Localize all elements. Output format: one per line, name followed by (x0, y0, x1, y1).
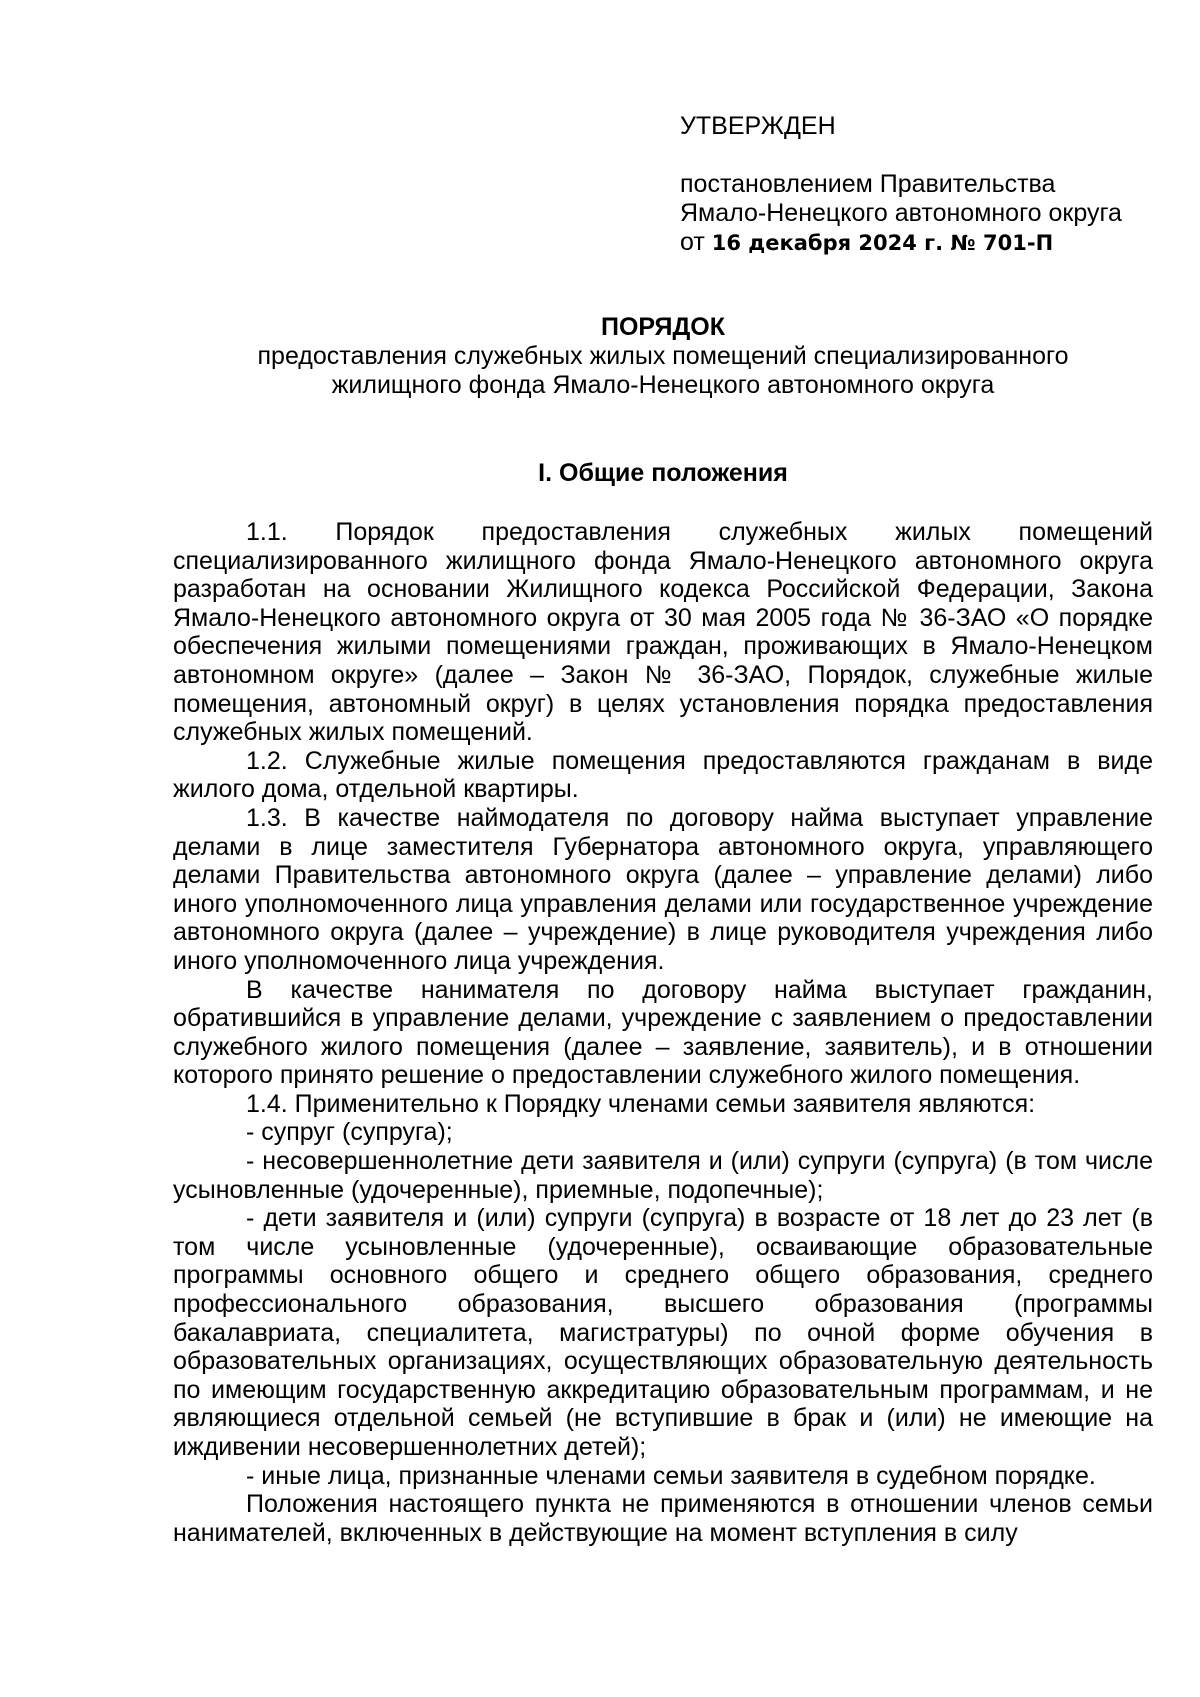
approved-label: УТВЕРЖДЕН (680, 112, 836, 140)
date-prefix: от (680, 228, 705, 256)
list-item-spouse: - супруг (супруга); (246, 1118, 453, 1147)
decree-date-number: 16 декабря 2024 г. № 701-П (711, 231, 1054, 255)
list-item-adult-children: - дети заявителя и (или) супруги (супруга) в возрасте от 18 лет до 23 лет (в том числе усыновленные (удочеренные), осваивающие образовательные программы основного общего и среднего общего образования, среднего профессионального образования, высшего образования (программы бакалавриата, специалитета, магистратуры) по очной форме обучения в образовательных организациях, осуществляющих образовательную деятельность по имеющим государственную аккредитацию образовательным программам, и не являющиеся отдельной семьей (не вступившие в брак и (или) не имеющие на иждивении несовершеннолетних детей); (173, 1204, 1153, 1461)
document-title-block (173, 313, 1153, 400)
paragraph-1-3: 1.3. В качестве наймодателя по договору найма выступает управление делами в лице заместителя Губернатора автономного округа, управляющего делами Правительства автономного округа (далее – управление делами) либо иного уполномоченного лица управления делами или государственное учреждение автономного округа (далее – учреждение) в лице руководителя учреждения либо иного уполномоченного лица учреждения. (173, 803, 1153, 975)
list-item-minor-children: - несовершеннолетние дети заявителя и (или) супруги (супруга) (в том числе усыновленные (удочеренные), приемные, подопечные); (173, 1147, 1153, 1204)
list-item-other-persons: - иные лица, признанные членами семьи заявителя в судебном порядке. (246, 1461, 1096, 1490)
document-title: ПОРЯДОК (601, 313, 725, 341)
paragraph-provisions: Положения настоящего пункта не применяются в отношении членов семьи нанимателей, включенных в действующие на момент вступления в силу (173, 1490, 1153, 1547)
document-subtitle: предоставления служебных жилых помещений специализированного жилищного фонда Ямало-Ненецкого автономного округа (257, 342, 1069, 399)
paragraph-1-1: 1.1. Порядок предоставления служебных жилых помещений специализированного жилищного фонда Ямало-Ненецкого автономного округа разработан на основании Жилищного кодекса Российской Федерации, Закона Ямало-Ненецкого автономного округа от 30 мая 2005 года № 36-ЗАО «О порядке обеспечения жилыми помещениями граждан, проживающих в Ямало-Ненецком автономном округе» (далее – Закон № 36-ЗАО, Порядок, служебные жилые помещения, автономный округ) в целях установления порядка предоставления служебных жилых помещений. (173, 518, 1153, 747)
decree-date-row (680, 228, 1150, 258)
decree-line-2: Ямало-Ненецкого автономного округа (680, 199, 1122, 227)
decree-line-1: постановлением Правительства (680, 170, 1056, 198)
section-heading: I. Общие положения (538, 459, 788, 487)
paragraph-1-4: 1.4. Применительно к Порядку членами семьи заявителя являются: (246, 1089, 1036, 1118)
document-body (173, 518, 1153, 1547)
approval-block (680, 112, 1150, 258)
paragraph-tenant: В качестве нанимателя по договору найма выступает гражданин, обратившийся в управление делами, учреждение с заявлением о предоставлении служебного жилого помещения (далее – заявление, заявитель), и в отношении которого принято решение о предоставлении служебного жилого помещения. (173, 975, 1153, 1090)
paragraph-1-2: 1.2. Служебные жилые помещения предоставляются гражданам в виде жилого дома, отдельной квартиры. (173, 746, 1153, 804)
